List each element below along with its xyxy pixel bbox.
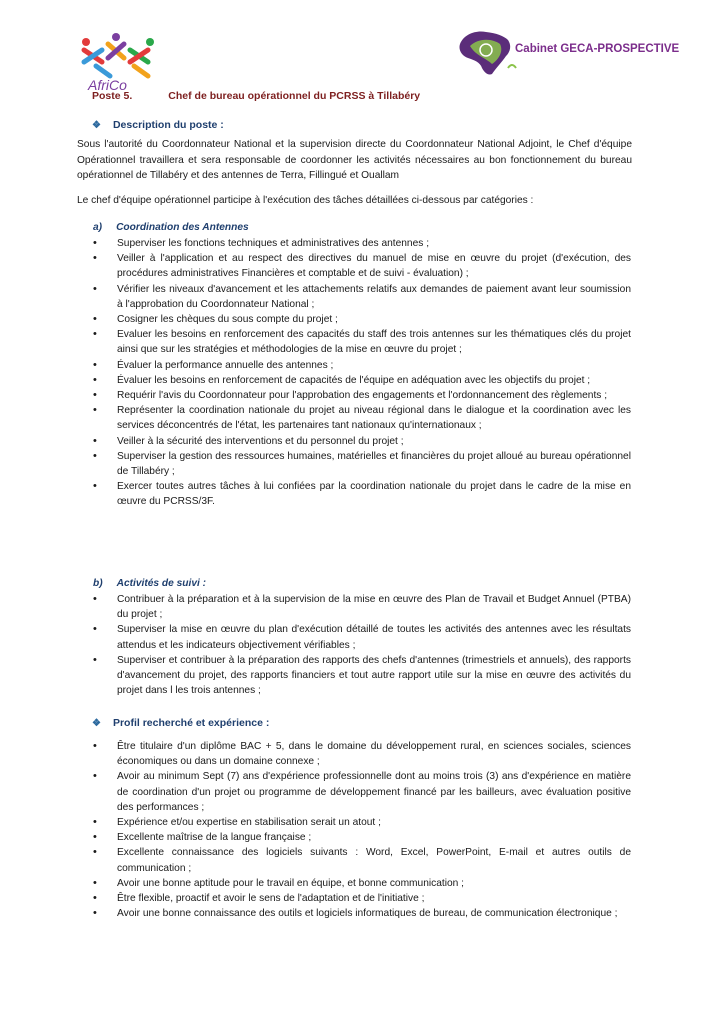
list-item: • Exercer toutes autres tâches à lui confiées par la coordination nationale du projet dans le cadre de la mise en œuvre du PCRSS/3F. [93, 479, 631, 509]
intro-paragraph: Sous l'autorité du Coordonnateur National et la supervision directe du Coordonnateur National Adjoint, le Chef d'équipe Opérationnel travaillera et sera responsable de coordonner les activités nécessaires au bon fonctionnement du bureau opérationnel de Tillabéry et des antennes de Terra, Fillingué et Ouallam [77, 139, 632, 181]
post-title: Chef de bureau opérationnel du PCRSS à Tillabéry [168, 90, 421, 102]
list-item: • Évaluer la performance annuelle des antennes ; [93, 358, 631, 373]
profile-list [93, 739, 631, 921]
section-heading-text: Profil recherché et expérience : [112, 717, 270, 729]
section-description-heading [92, 119, 224, 131]
list-item: • Excellente maîtrise de la langue française ; [93, 830, 631, 845]
list-item: • Avoir au minimum Sept (7) ans d'expérience professionnelle dont au moins trois (3) ans d'expérience en matière de coordination d'un projet ou programme de développement financé par les bailleurs, avec évaluation positive des performances ; [93, 769, 631, 815]
list-item: • Superviser et contribuer à la préparation des rapports des chefs d'antennes (trimestriels et annuels), des rapports d'avancement du projet, des rapports financiers et tout autre rapport utile sur la mise en œuvre des activités du projet dans l les trois antennes ; [93, 653, 631, 699]
suivi-list [93, 592, 631, 698]
subheading-letter: b) [93, 578, 103, 589]
subheading-title: Coordination des Antennes [116, 222, 249, 233]
list-item: • Représenter la coordination nationale du projet au niveau régional dans le dialogue et la coordination avec les services déconcentrés de l'état, les partenaires tant nationaux qu'internationaux ; [93, 403, 631, 433]
lead-paragraph: Le chef d'équipe opérationnel participe à l'exécution des tâches détaillées ci-dessous par catégories : [77, 195, 534, 206]
list-item: • Superviser la mise en œuvre du plan d'exécution détaillé de toutes les activités des antennes avec les résultats attendus et les indicateurs objectivement vérifiables ; [93, 622, 631, 652]
list-item: • Superviser les fonctions techniques et administratives des antennes ; [93, 236, 631, 251]
list-item: • Avoir une bonne connaissance des outils et logiciels informatiques de bureau, de communication électronique ; [93, 906, 631, 921]
list-item: • Requérir l'avis du Coordonnateur pour l'approbation des engagements et l'ordonnancement des règlements ; [93, 388, 631, 403]
coordination-list [93, 236, 631, 510]
list-item: • Être flexible, proactif et avoir le sens de l'adaptation et de l'initiative ; [93, 891, 631, 906]
list-item: • Avoir une bonne aptitude pour le travail en équipe, et bonne communication ; [93, 876, 631, 891]
list-item: • Cosigner les chèques du sous compte du projet ; [93, 312, 631, 327]
list-item: • Veiller à l'application et au respect des directives du manuel de mise en œuvre du projet (d'exécution, des procédures administratives Financières et comptable et de suivi - évaluation) ; [93, 251, 631, 281]
list-item: • Contribuer à la préparation et à la supervision de la mise en œuvre des Plan de Travail et Budget Annuel (PTBA) du projet ; [93, 592, 631, 622]
list-item: • Veiller à la sécurité des interventions et du personnel du projet ; [93, 434, 631, 449]
diamond-bullet-icon: ❖ [92, 718, 101, 729]
list-item: • Superviser la gestion des ressources humaines, matérielles et financières du projet alloué au bureau opérationnel de Tillabéry ; [93, 449, 631, 479]
subheading-title: Activités de suivi : [116, 578, 207, 589]
subheading-suivi [93, 578, 206, 589]
list-item: • Excellente connaissance des logiciels suivants : Word, Excel, PowerPoint, E-mail et autres outils de communication ; [93, 845, 631, 875]
post-heading [92, 90, 420, 102]
section-profile-heading [92, 717, 269, 729]
list-item: • Expérience et/ou expertise en stabilisation serait un atout ; [93, 815, 631, 830]
africo-logo-text: AfriCo [88, 77, 127, 93]
subheading-letter: a) [93, 222, 103, 233]
diamond-bullet-icon: ❖ [92, 120, 101, 131]
list-item: • Vérifier les niveaux d'avancement et les attachements relatifs aux demandes de paiement avant leur soumission à l'approbation du Coordonnateur National ; [93, 282, 631, 312]
list-item: • Être titulaire d'un diplôme BAC + 5, dans le domaine du développement rural, en sciences sociales, sciences économiques ou dans un domaine connexe ; [93, 739, 631, 769]
list-item: • Evaluer les besoins en renforcement des capacités du staff des trois antennes sur les thématiques clés du projet ainsi que sur les stratégies et méthodologies de la mise en œuvre du projet ; [93, 327, 631, 357]
subheading-coordination [93, 222, 249, 233]
post-number: Poste 5. [92, 90, 133, 102]
section-heading-text: Description du poste : [112, 119, 224, 131]
list-item: • Évaluer les besoins en renforcement de capacités de l'équipe en adéquation avec les objectifs du projet ; [93, 373, 631, 388]
africo-logo [74, 32, 174, 94]
firm-name: Cabinet GECA-PROSPECTIVE [515, 43, 680, 55]
